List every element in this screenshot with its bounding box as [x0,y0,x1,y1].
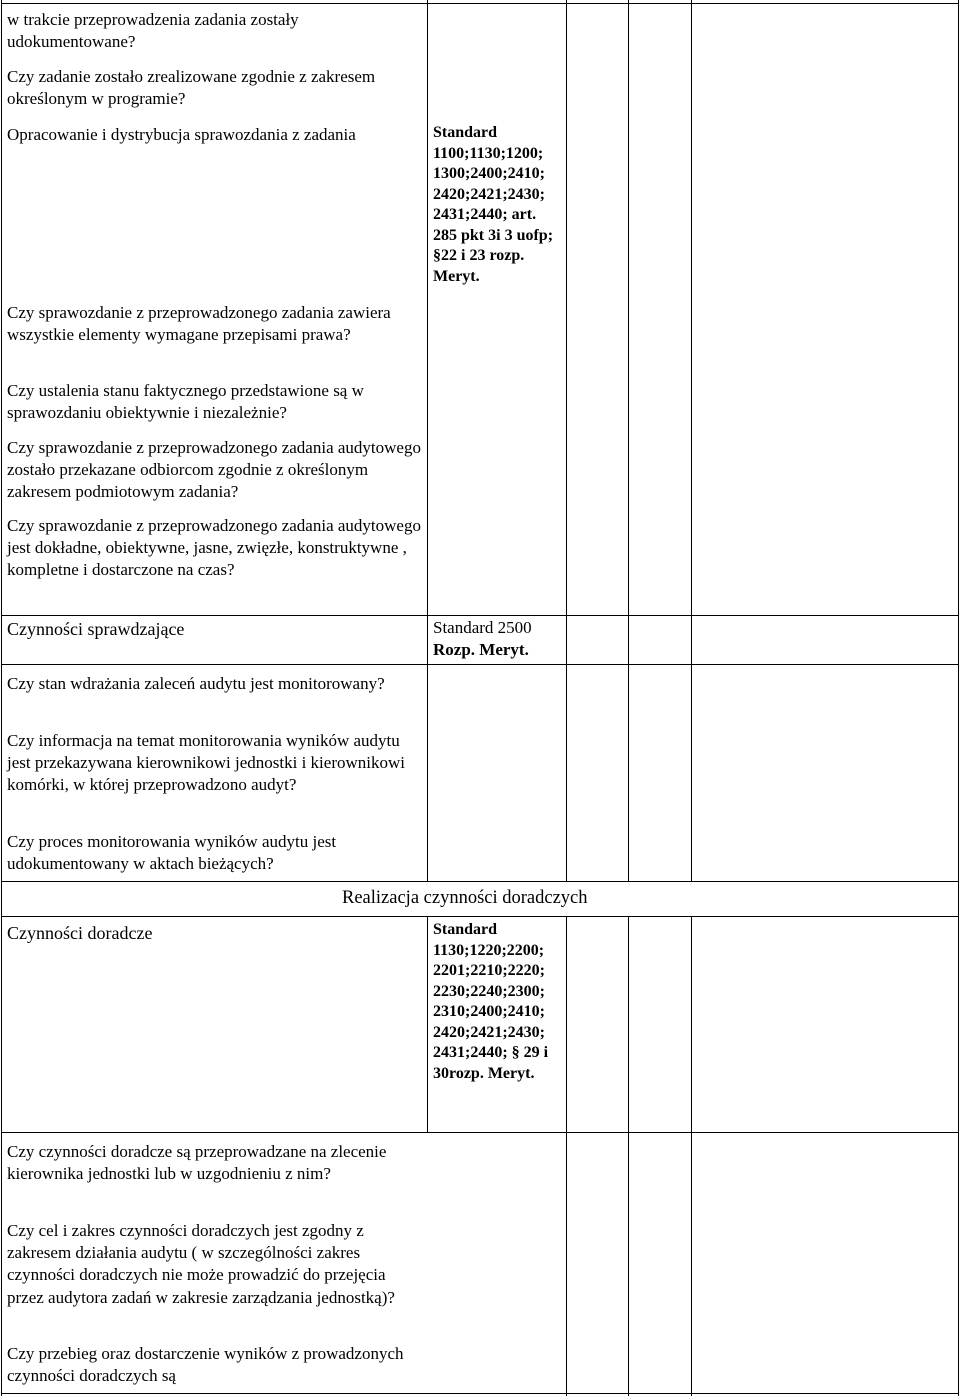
row-divider [1,1393,959,1394]
column-divider-4 [691,916,692,1396]
row-divider [1,881,959,882]
column-divider-1 [427,0,428,881]
question-text: Czy sprawozdanie z przeprowadzonego zadania audytowego zostało przekazane odbiorcom zgodnie z określonym zakresem podmiotowym zadania? [7,438,421,502]
row-divider [1,664,959,665]
question-text: Czy cel i zakres czynności doradczych jest zgodny z zakresem działania audytu ( w szczególności zakres czynności doradczych nie może prowadzić do przejęcia przez audytora zadań w zakresie zarządzania jednostką)? [7,1221,395,1307]
standard-reference-line: Standard 2500 [433,618,532,637]
section-heading: Opracowanie i dystrybucja sprawozdania z zadania [7,125,356,144]
column-divider-3 [628,916,629,1396]
column-divider-3 [628,0,629,881]
section-heading-sprawdzajace: Czynności sprawdzające [7,619,185,639]
column-divider-1 [427,916,428,1132]
question-text: Czy czynności doradcze są przeprowadzane na zlecenie kierownika jednostki lub w uzgodnieniu z nim? [7,1142,387,1184]
row-divider [1,615,959,616]
column-divider-4 [691,0,692,881]
question-text: Czy ustalenia stanu faktycznego przedstawione są w sprawozdaniu obiektywnie i niezależnie? [7,381,364,423]
question-text: Czy zadanie zostało zrealizowane zgodnie z zakresem określonym w programie? [7,67,376,109]
standard-reference: Standard 1100;1130;1200; 1300;2400;2410; 2420;2421;2430; 2431;2440; art. 285 pkt 3i 3 uofp; §22 i 23 rozp. Meryt. [433,124,554,285]
realizacja-section-header: Realizacja czynności doradczych [342,888,588,908]
question-text: Czy proces monitorowania wyników audytu jest udokumentowany w aktach bieżących? [7,832,337,874]
question-text: Czy stan wdrażania zaleceń audytu jest monitorowany? [7,674,385,693]
section-heading-doradcze: Czynności doradcze [7,923,153,943]
row-divider [1,3,959,4]
row-divider [1,1132,959,1133]
question-text: w trakcie przeprowadzenia zadania zostały udokumentowane? [7,10,299,52]
column-divider-2 [566,916,567,1396]
question-text: Czy sprawozdanie z przeprowadzonego zadania audytowego jest dokładne, obiektywne, jasne, zwięzłe, konstruktywne , kompletne i dostarczone na czas? [7,516,421,580]
row-divider [1,916,959,917]
question-text: Czy sprawozdanie z przeprowadzonego zadania zawiera wszystkie elementy wymagane przepisami prawa? [7,303,391,345]
table-border-right [958,0,959,1396]
standard-reference: Standard 1130;1220;2200; 2201;2210;2220; 2230;2240;2300; 2310;2400;2410; 2420;2421;2430; 2431;2440; § 29 i 30rozp. Meryt. [433,921,549,1082]
table-border-left [1,0,2,1396]
standard-reference-line: Rozp. Meryt. [433,640,529,659]
question-text: Czy informacja na temat monitorowania wyników audytu jest przekazywana kierownikowi jednostki i kierownikowi komórki, w której przeprowadzono audyt? [7,731,405,795]
column-divider-2 [566,0,567,881]
standard-reference [433,617,532,661]
question-text: Czy przebieg oraz dostarczenie wyników z prowadzonych czynności doradczych są [7,1344,404,1386]
